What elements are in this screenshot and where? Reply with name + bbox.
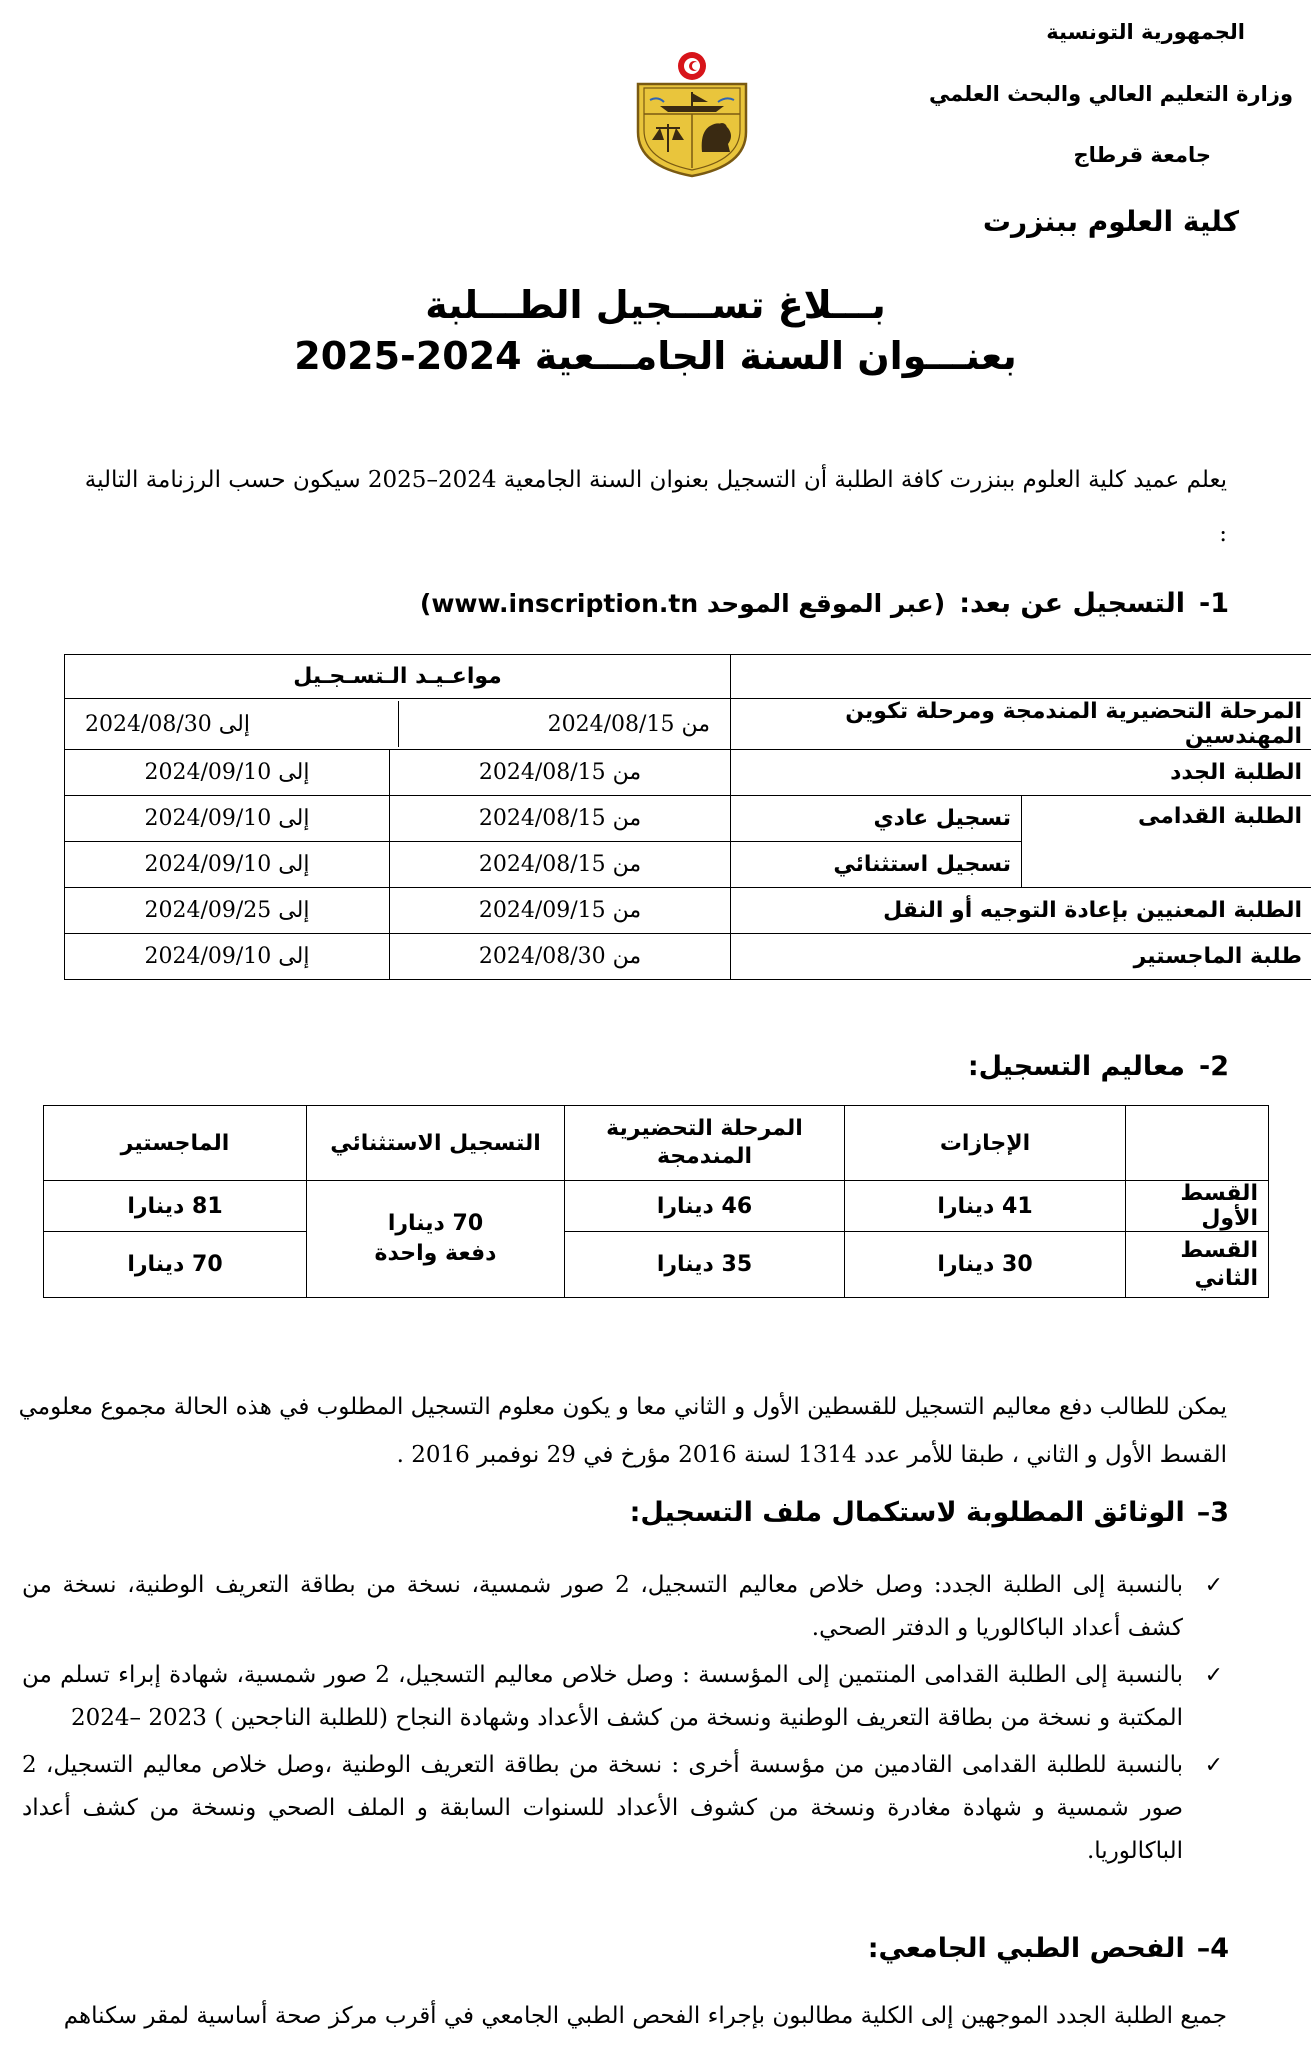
schedule-date-from: من 2024/08/15 bbox=[390, 750, 731, 796]
schedule-row-label: طلبة الماجستير bbox=[731, 934, 1311, 980]
schedule-date-from: من 2024/08/15 bbox=[390, 796, 731, 842]
schedule-sub-label: تسجيل استثنائي bbox=[731, 842, 1022, 888]
registration-fees-table bbox=[43, 1105, 1269, 1298]
schedule-date-from: من 2024/09/15 bbox=[390, 888, 731, 934]
list-item bbox=[22, 1654, 1227, 1740]
list-item-text: بالنسبة إلى الطلبة القدامى المنتمين إلى المؤسسة : وصل خلاص معاليم التسجيل، 2 صور شمسية، شهادة إبراء تسلم من المكتبة و نسخة من بطاقة التعريف الوطنية ونسخة من كشف الأعداد وشهادة النجاح (للطلبة الناجحين ) 2023 –2024 bbox=[22, 1662, 1184, 1731]
list-item bbox=[22, 1744, 1227, 1873]
table-row bbox=[44, 1106, 1269, 1181]
table-row bbox=[64, 750, 1311, 796]
section-1-note: (عبر الموقع الموحد www.inscription.tn) bbox=[419, 589, 946, 618]
fees-exceptional-amount: 70 دينارا bbox=[387, 1211, 484, 1236]
schedule-sub-label: تسجيل عادي bbox=[731, 796, 1022, 842]
table-row bbox=[64, 796, 1311, 842]
fees-exceptional-note: دفعة واحدة bbox=[374, 1241, 497, 1266]
coat-of-arms-emblem bbox=[630, 48, 754, 178]
schedule-row-label: الطلبة الجدد bbox=[731, 750, 1311, 796]
section-4-title: الفحص الطبي الجامعي: bbox=[867, 1933, 1185, 1964]
schedule-date-to: إلى 2024/09/25 bbox=[64, 888, 389, 934]
republic-name: الجمهورية التونسية bbox=[1046, 20, 1245, 44]
section-4-heading bbox=[868, 1933, 1229, 1964]
section-4-number: 4– bbox=[1196, 1933, 1229, 1964]
section-3-title: الوثائق المطلوبة لاستكمال ملف التسجيل: bbox=[629, 1497, 1185, 1528]
payment-note-line-2: القسط الأول و الثاني ، طبقا للأمر عدد 1314 لسنة 2016 مؤرخ في 29 نوفمبر 2016 . bbox=[396, 1442, 1227, 1468]
table-row bbox=[64, 888, 1311, 934]
schedule-header: مواعـيـد الـتسـجـيل bbox=[64, 655, 730, 699]
section-3-heading bbox=[630, 1497, 1229, 1528]
list-item-text: بالنسبة إلى الطلبة الجدد: وصل خلاص معاليم التسجيل، 2 صور شمسية، نسخة من بطاقة التعريف الوطنية، نسخة من كشف أعداد الباكالوريا و الدفتر الصحي. bbox=[22, 1572, 1183, 1641]
schedule-date-from: من 2024/08/15 bbox=[390, 842, 731, 888]
payment-note-line-1: يمكن للطالب دفع معاليم التسجيل للقسطين الأول و الثاني معا و يكون معلوم التسجيل المطلوب في هذه الحالة مجموع معلومي bbox=[18, 1394, 1227, 1420]
section-2-heading bbox=[968, 1051, 1229, 1082]
table-row bbox=[64, 655, 1311, 699]
fees-exceptional-cell bbox=[307, 1181, 565, 1298]
schedule-date-from: من 2024/08/30 bbox=[390, 934, 731, 980]
schedule-date-to: إلى 2024/09/10 bbox=[64, 796, 389, 842]
section-1-title: التسجيل عن بعد: bbox=[959, 588, 1185, 619]
schedule-date-from: من 2024/08/15 bbox=[547, 711, 710, 737]
schedule-date-to: إلى 2024/08/30 bbox=[85, 711, 250, 737]
fees-row-label: القسط الثاني bbox=[1126, 1232, 1269, 1298]
fees-prep-value: 46 دينارا bbox=[565, 1181, 845, 1232]
checkmark-icon: ✓ bbox=[1204, 1573, 1223, 1598]
intro-text-end: : bbox=[1219, 521, 1227, 547]
fees-licence-value: 30 دينارا bbox=[845, 1232, 1126, 1298]
table-row bbox=[64, 699, 1311, 750]
table-row bbox=[44, 1181, 1269, 1232]
list-item bbox=[22, 1564, 1227, 1650]
section-3-number: 3– bbox=[1196, 1497, 1229, 1528]
section-2-number: 2- bbox=[1198, 1051, 1229, 1082]
announcement-title: بـــلاغ تســـجيل الطـــلبة bbox=[425, 283, 886, 327]
fees-header-exceptional: التسجيل الاستثنائي bbox=[307, 1106, 565, 1181]
fees-prep-value: 35 دينارا bbox=[565, 1232, 845, 1298]
fees-master-value: 70 دينارا bbox=[44, 1232, 307, 1298]
schedule-date-to: إلى 2024/09/10 bbox=[64, 934, 389, 980]
section-2-title: معاليم التسجيل: bbox=[967, 1051, 1185, 1082]
fees-header-licence: الإجازات bbox=[845, 1106, 1126, 1181]
medical-exam-text: جميع الطلبة الجدد الموجهين إلى الكلية مطالبون بإجراء الفحص الطبي الجامعي في أقرب مركز صحة أساسية لمقر سكناهم bbox=[63, 2003, 1227, 2029]
fees-corner-cell bbox=[1126, 1106, 1269, 1181]
ministry-name: وزارة التعليم العالي والبحث العلمي bbox=[928, 82, 1293, 106]
checkmark-icon: ✓ bbox=[1204, 1753, 1223, 1778]
intro-text: يعلم عميد كلية العلوم ببنزرت كافة الطلبة أن التسجيل بعنوان السنة الجامعية 2024–2025 سيكون حسب الرزنامة التالية bbox=[84, 467, 1227, 493]
schedule-date-to: إلى 2024/09/10 bbox=[64, 750, 389, 796]
fees-header-prep: المرحلة التحضيرية المندمجة bbox=[565, 1106, 845, 1181]
schedule-date-to: إلى 2024/09/10 bbox=[64, 842, 389, 888]
fees-row-label: القسط الأول bbox=[1126, 1181, 1269, 1232]
announcement-subtitle: بعنـــوان السنة الجامـــعية 2024-2025 bbox=[294, 334, 1017, 378]
fees-master-value: 81 دينارا bbox=[44, 1181, 307, 1232]
documents-checklist bbox=[22, 1564, 1227, 1877]
faculty-name: كلية العلوم ببنزرت bbox=[982, 205, 1239, 238]
list-item-text: بالنسبة للطلبة القدامى القادمين من مؤسسة أخرى : نسخة من بطاقة التعريف الوطنية ،وصل خلاص معاليم التسجيل، 2 صور شمسية و شهادة مغادرة ونسخة من كشوف الأعداد للسنوات السابقة و الملف الصحي ونسخة من كشف أعداد الباكالوريا. bbox=[22, 1752, 1183, 1864]
fees-header-master: الماجستير bbox=[44, 1106, 307, 1181]
checkmark-icon: ✓ bbox=[1204, 1663, 1223, 1688]
section-1-heading bbox=[420, 588, 1229, 619]
schedule-row-label: الطلبة القدامى bbox=[1022, 796, 1311, 888]
schedule-row-label: الطلبة المعنيين بإعادة التوجيه أو النقل bbox=[731, 888, 1311, 934]
section-1-number: 1- bbox=[1198, 588, 1229, 619]
schedule-row-label: المرحلة التحضيرية المندمجة ومرحلة تكوين المهندسين bbox=[731, 699, 1311, 750]
university-name: جامعة قرطاج bbox=[1073, 143, 1211, 167]
registration-schedule-table bbox=[64, 654, 1311, 980]
table-row bbox=[44, 1232, 1269, 1298]
fees-licence-value: 41 دينارا bbox=[845, 1181, 1126, 1232]
table-row bbox=[64, 934, 1311, 980]
